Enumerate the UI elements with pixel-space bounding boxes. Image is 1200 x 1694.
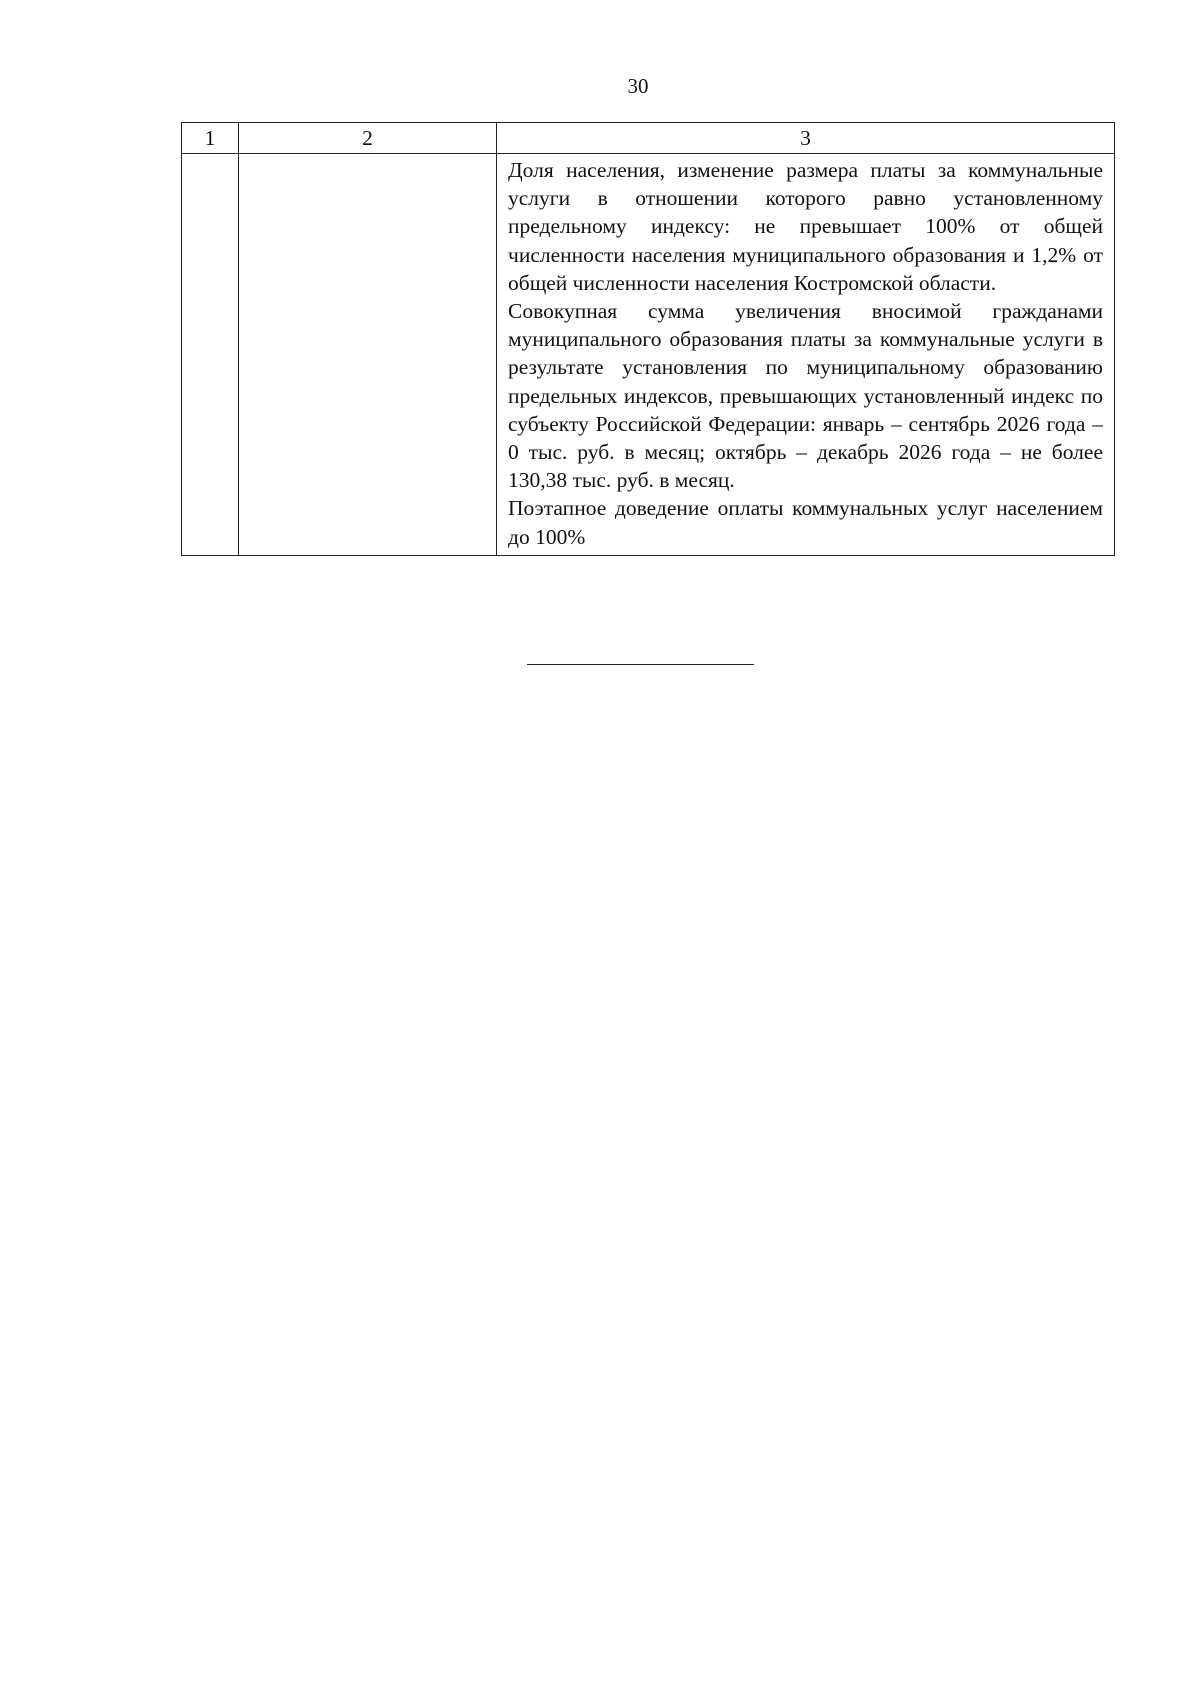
paragraph-population-share: Доля населения, изменение размера платы за коммунальные услуги в отношении которого равно установленному предельному индексу: не превышает 100% от общей численности населения муниципального образования и 1,2% от общей численности населения Костромской области.: [508, 158, 1103, 295]
table-header-row: [182, 123, 1115, 154]
paragraph-total-increase: Совокупная сумма увеличения вносимой гражданами муниципального образования платы за коммунальные услуги в результате установления по муниципальному образованию предельных индексов, превышающих установленный индекс по субъекту Российской Федерации: январь – сентябрь 2026 года – 0 тыс. руб. в месяц; октябрь – декабрь 2026 года – не более 130,38 тыс. руб. в месяц.: [508, 299, 1103, 493]
header-cell-2: 2: [239, 123, 497, 154]
paragraph-gradual-payment: Поэтапное доведение оплаты коммунальных услуг населением до 100%: [508, 496, 1103, 549]
cell-column-3: [497, 154, 1115, 556]
document-table: [181, 122, 1115, 556]
header-cell-3: 3: [497, 123, 1115, 154]
cell-column-1: [182, 154, 239, 556]
end-of-document-rule: [527, 664, 754, 665]
header-cell-1: 1: [182, 123, 239, 154]
table-row: [182, 154, 1115, 556]
page-number: 30: [627, 74, 649, 98]
cell-column-2: [239, 154, 497, 556]
